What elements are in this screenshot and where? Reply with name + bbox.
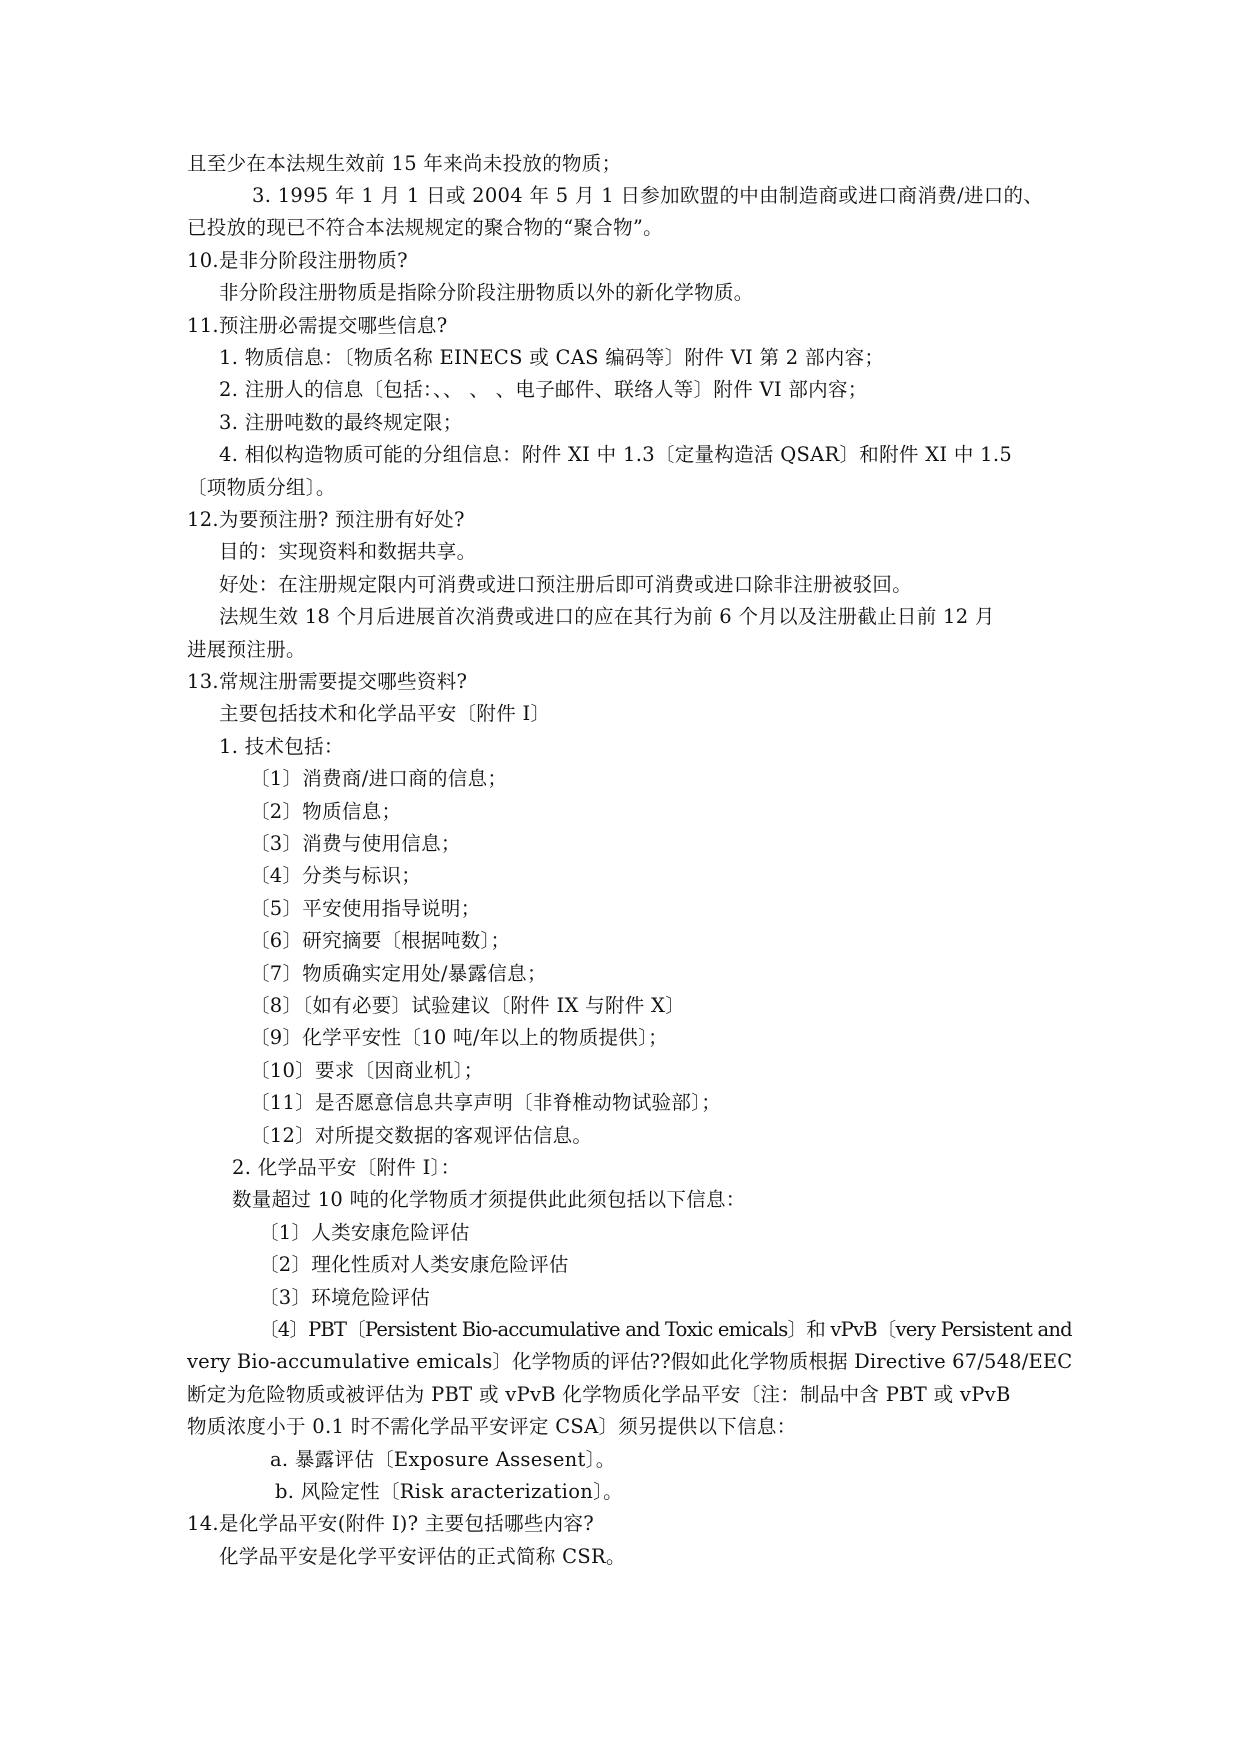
- list-item: 〔10〕要求〔因商业机〕；: [250, 1059, 484, 1082]
- list-item: 〔12〕对所提交数据的客观评估信息。: [250, 1124, 593, 1147]
- text-line: 化学品平安是化学平安评估的正式简称 CSR。: [219, 1545, 626, 1568]
- text-line: 且至少在本法规生效前 15 年来尚未投放的物质；: [187, 152, 622, 175]
- list-item: 〔9〕化学平安性〔10 吨/年以上的物质提供〕；: [250, 1026, 668, 1049]
- text-line: 主要包括技术和化学品平安〔附件 I〕: [219, 702, 551, 725]
- list-item: 〔3〕环境危险评估: [259, 1286, 431, 1309]
- list-item: 3. 注册吨数的最终规定限；: [219, 411, 463, 434]
- list-item: a. 暴露评估〔Exposure Assesent〕。: [270, 1448, 616, 1471]
- text-line: 数量超过 10 吨的化学物质才须提供此此须包括以下信息：: [232, 1188, 746, 1211]
- text-line: 目的：实现资料和数据共享。: [219, 540, 477, 563]
- list-item: 1. 物质信息：〔物质名称 EINECS 或 CAS 编码等〕附件 VI 第 2 部内容；: [219, 346, 885, 369]
- list-item: 〔3〕消费与使用信息；: [250, 832, 461, 855]
- section-heading: 12.为要预注册? 预注册有好处?: [187, 508, 465, 531]
- section-heading: 14.是化学品平安(附件 I)? 主要包括哪些内容?: [187, 1512, 595, 1535]
- list-item: 〔4〕分类与标识；: [250, 864, 422, 887]
- list-item: 2. 化学品平安〔附件 I〕：: [232, 1156, 461, 1179]
- text-line: 物质浓度小于 0.1 时不需化学品平安评定 CSA〕须另提供以下信息：: [187, 1415, 797, 1438]
- list-item: 〔8〕〔如有必要〕试验建议〔附件 IX 与附件 X〕: [250, 994, 686, 1017]
- list-item: 4. 相似构造物质可能的分组信息：附件 XI 中 1.3〔定量构造活 QSAR〕和附件 XI 中 1.5: [219, 443, 1013, 466]
- list-item: 2. 注册人的信息〔包括：、、 、 、电子邮件、联络人等〕附件 VI 部内容；: [219, 378, 868, 401]
- text-line: 断定为危险物质或被评估为 PBT 或 vPvB 化学物质化学品平安〔注：制品中含 PBT 或 vPvB: [187, 1383, 1011, 1406]
- list-item: 〔1〕人类安康危险评估: [259, 1221, 470, 1244]
- text-line: 〔项物质分组〕。: [187, 476, 336, 499]
- section-heading: 11.预注册必需提交哪些信息?: [187, 314, 448, 337]
- list-item: 〔2〕物质信息；: [250, 800, 402, 823]
- list-item: b. 风险定性〔Risk aracterization〕。: [275, 1480, 623, 1503]
- list-item: 〔2〕理化性质对人类安康危险评估: [259, 1253, 569, 1276]
- list-item: 〔5〕平安使用指导说明；: [250, 897, 481, 920]
- list-item: 〔11〕是否愿意信息共享声明〔非脊椎动物试验部〕；: [250, 1091, 722, 1114]
- list-item: 〔7〕物质确实定用处/暴露信息；: [250, 962, 547, 985]
- text-line: 非分阶段注册物质是指除分阶段注册物质以外的新化学物质。: [219, 281, 754, 304]
- section-heading: 13.常规注册需要提交哪些资料?: [187, 670, 468, 693]
- text-line: 好处：在注册规定限内可消费或进口预注册后即可消费或进口除非注册被驳回。: [219, 573, 913, 596]
- text-line: 已投放的现已不符合本法规规定的聚合物的“聚合物”。: [187, 216, 663, 239]
- text-line: 进展预注册。: [187, 638, 306, 661]
- list-item: 1. 技术包括：: [219, 735, 344, 758]
- section-heading: 10.是非分阶段注册物质?: [187, 249, 408, 272]
- list-item: 〔4〕PBT〔Persistent Bio-accumulative and Toxic emicals〕和 vPvB〔very Persistent and: [259, 1318, 1072, 1341]
- text-line: 3. 1995 年 1 月 1 日或 2004 年 5 月 1 日参加欧盟的中由制造商或进口商消费/进口的、: [252, 184, 1044, 207]
- text-line: 法规生效 18 个月后进展首次消费或进口的应在其行为前 6 个月以及注册截止日前 12 月: [219, 605, 995, 628]
- list-item: 〔6〕研究摘要〔根据吨数〕；: [250, 929, 511, 952]
- text-line: very Bio-accumulative emicals〕化学物质的评估??假如此化学物质根据 Directive 67/548/EEC: [187, 1350, 1073, 1373]
- list-item: 〔1〕消费商/进口商的信息；: [250, 767, 508, 790]
